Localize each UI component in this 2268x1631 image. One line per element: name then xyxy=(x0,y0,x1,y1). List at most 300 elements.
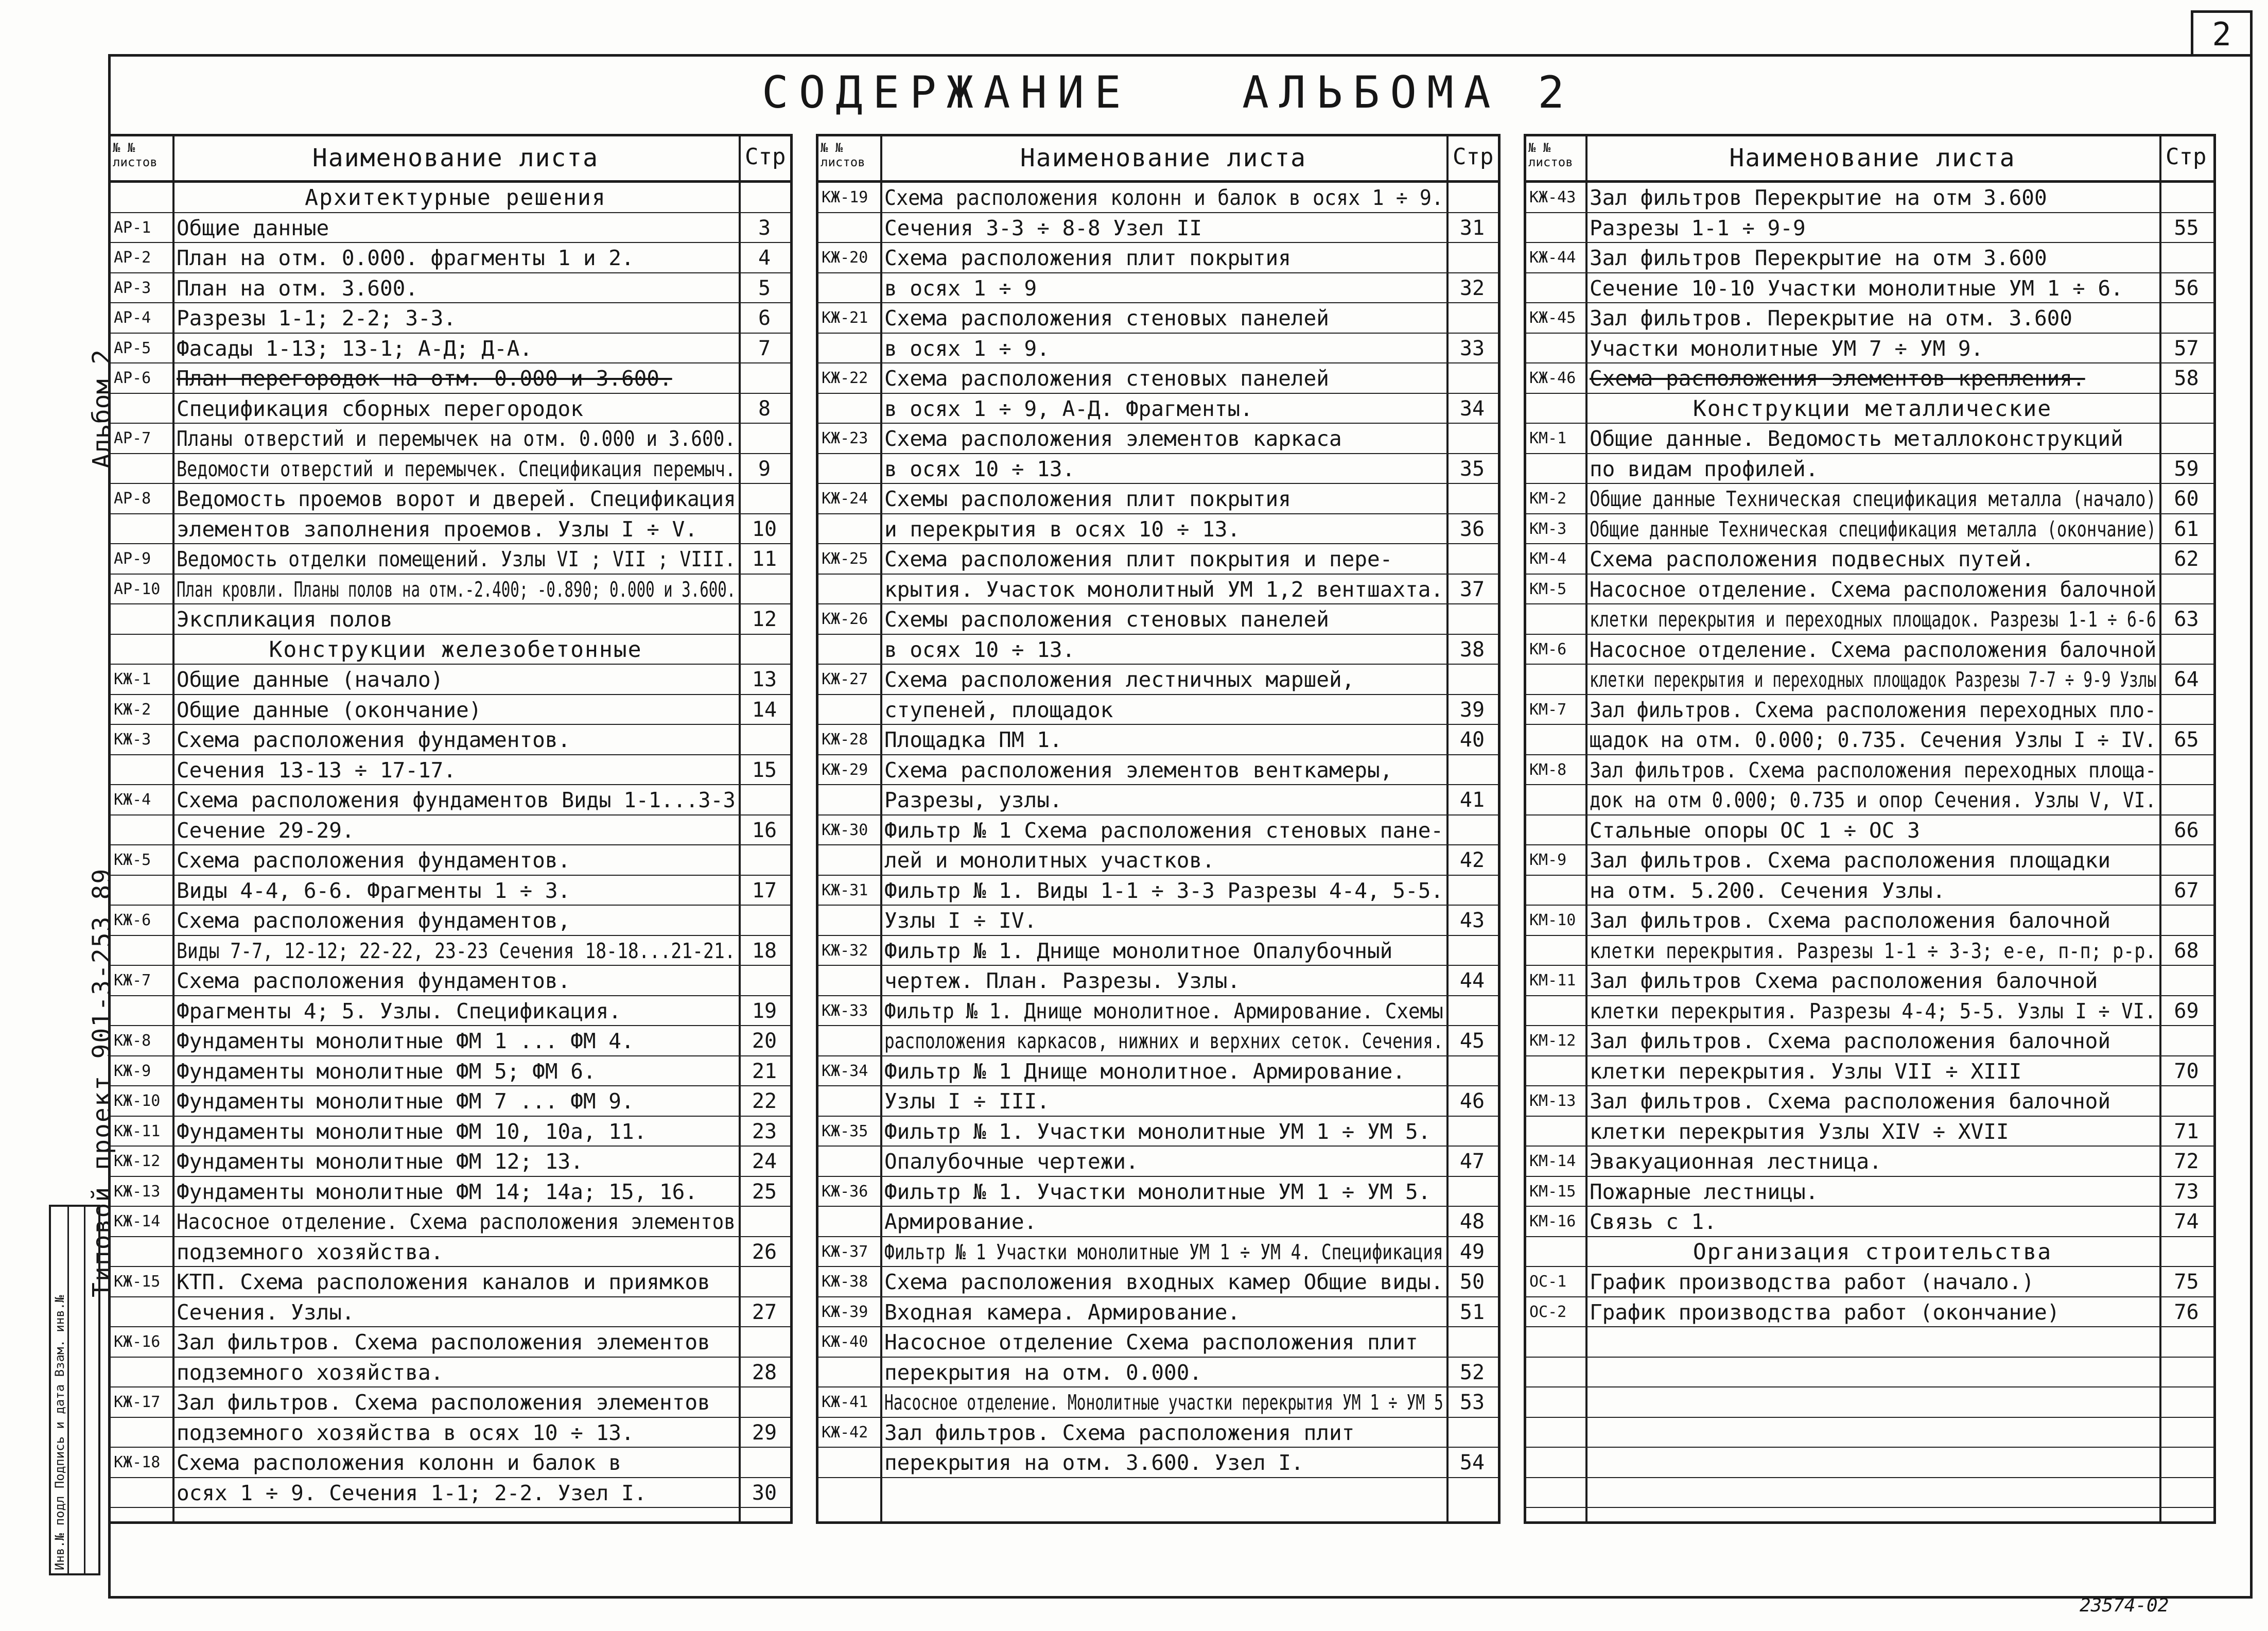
sheet-name: Зал фильтров. Схема расположения плит xyxy=(884,1420,1355,1445)
sheet-code: КЖ-41 xyxy=(822,1393,868,1411)
page-number: 65 xyxy=(2174,728,2199,752)
sheet-name: Схемы расположения плит покрытия xyxy=(884,487,1291,511)
sheet-name: Разрезы 1-1 ÷ 9-9 xyxy=(1590,215,1806,240)
sheet-name: Насосное отделение. Схема расположения элементов xyxy=(177,1209,736,1234)
sheet-name: Фильтр № 1. Участки монолитные УМ 1 ÷ УМ 5. xyxy=(884,1119,1431,1144)
page-number: 22 xyxy=(752,1089,777,1113)
sheet-name: Общие данные. Ведомость металлоконструкций xyxy=(1590,426,2123,451)
table-row xyxy=(111,1207,790,1237)
page-number: 73 xyxy=(2174,1179,2199,1204)
stamp-divider xyxy=(84,1207,85,1573)
section-heading-row xyxy=(1526,1237,2213,1268)
page-number: 75 xyxy=(2174,1270,2199,1294)
table-row xyxy=(1526,514,2213,545)
section-heading-row xyxy=(1526,394,2213,424)
section-heading: Организация строительства xyxy=(1693,1239,2052,1265)
page-number: 68 xyxy=(2174,939,2199,963)
table-row xyxy=(818,1448,1498,1478)
table-row xyxy=(1526,906,2213,936)
page-number: 15 xyxy=(752,758,777,782)
sheet-code: КЖ-10 xyxy=(114,1092,161,1110)
page-number xyxy=(2159,183,2213,212)
sheet-code: АР-10 xyxy=(114,580,161,598)
header-sheet-number: № № листов xyxy=(1528,141,1573,169)
page-number: 47 xyxy=(1459,1150,1485,1173)
table-row xyxy=(1526,575,2213,605)
sheet-name: Фундаменты монолитные ФМ 10, 10а, 11. xyxy=(177,1119,647,1144)
sheet-name: Узлы I ÷ IV. xyxy=(884,908,1037,933)
page-number xyxy=(2159,966,2213,995)
page-number: 30 xyxy=(752,1481,777,1505)
sheet-code: КЖ-15 xyxy=(114,1273,161,1291)
page-number: 67 xyxy=(2174,878,2199,903)
page-number: 12 xyxy=(752,608,777,631)
table-row xyxy=(818,1418,1498,1448)
page-number: 43 xyxy=(1459,909,1485,932)
table-row xyxy=(111,1026,790,1056)
page-number: 29 xyxy=(752,1420,777,1445)
table-row xyxy=(818,575,1498,605)
table-row xyxy=(1526,424,2213,454)
table-row xyxy=(818,635,1498,665)
sheet-code: КЖ-28 xyxy=(822,731,868,749)
header-page: Стр xyxy=(2166,144,2207,170)
page-number: 25 xyxy=(752,1179,777,1204)
page-number xyxy=(2159,1448,2213,1477)
sheet-name: Планы отверстий и перемычек на отм. 0.000 и 3.600. xyxy=(177,426,736,451)
page-number: 41 xyxy=(1459,788,1485,812)
page-number: 19 xyxy=(752,999,777,1023)
sheet-code: КЖ-36 xyxy=(822,1182,868,1201)
sheet-code: КМ-16 xyxy=(1529,1212,1576,1230)
table-row xyxy=(1526,243,2213,273)
page-number xyxy=(739,363,790,393)
sheet-name: Зал фильтров. Схема расположения балочной xyxy=(1590,1089,2111,1114)
table-row xyxy=(1526,183,2213,213)
album-label-vertical: Альбом 2 xyxy=(88,349,116,469)
page-number xyxy=(2159,755,2213,785)
sheet-name: Экспликация полов xyxy=(177,607,393,632)
table-row xyxy=(111,1297,790,1328)
table-row xyxy=(818,906,1498,936)
sheet-name: Схема расположения фундаментов. xyxy=(177,727,571,752)
table-row xyxy=(111,1267,790,1297)
table-row xyxy=(1526,544,2213,575)
table-row xyxy=(111,424,790,454)
sheet-code: КМ-11 xyxy=(1529,971,1576,990)
sheet-name: подземного хозяйства. xyxy=(177,1360,444,1385)
sheet-code: КЖ-20 xyxy=(822,249,868,267)
page-number: 36 xyxy=(1459,517,1485,541)
sheet-name: Сечения. Узлы. xyxy=(177,1299,355,1325)
page-number: 24 xyxy=(752,1150,777,1173)
page-number xyxy=(2159,1418,2213,1447)
sheet-code: КЖ-44 xyxy=(1529,249,1576,267)
table-row xyxy=(1526,725,2213,755)
sheet-name: Разрезы, узлы. xyxy=(884,788,1062,812)
header-sheet-name: Наименование листа xyxy=(312,144,599,172)
table-row xyxy=(818,1387,1498,1418)
table-row xyxy=(1526,755,2213,786)
table-row xyxy=(818,183,1498,213)
table-row xyxy=(111,996,790,1027)
sheet-name: в осях 1 ÷ 9. xyxy=(884,336,1050,361)
sheet-name: перекрытия на отм. 0.000. xyxy=(884,1360,1202,1385)
sheet-name: элементов заполнения проемов. Узлы I ÷ V. xyxy=(177,516,698,542)
contents-table-2 xyxy=(816,134,1501,1524)
sheet-name: Сечения 3-3 ÷ 8-8 Узел II xyxy=(884,215,1202,240)
section-heading: Конструкции железобетонные xyxy=(269,636,642,663)
page-number xyxy=(1446,1117,1498,1146)
sheet-code: КЖ-40 xyxy=(822,1333,868,1351)
table-row xyxy=(818,454,1498,484)
page-number: 53 xyxy=(1459,1391,1485,1414)
sheet-name: Зал фильтров Перекрытие на отм 3.600 xyxy=(1590,185,2047,210)
page-number: 26 xyxy=(752,1240,777,1264)
page-number: 31 xyxy=(1459,216,1485,240)
table-row xyxy=(818,273,1498,304)
page-number xyxy=(1446,936,1498,965)
sheet-name: КТП. Схема расположения каналов и приямков xyxy=(177,1270,710,1294)
table-row xyxy=(818,1177,1498,1207)
page-number xyxy=(2159,303,2213,333)
page-number xyxy=(1446,424,1498,453)
table-row xyxy=(818,876,1498,906)
sheet-name: в осях 1 ÷ 9, А-Д. Фрагменты. xyxy=(884,396,1253,421)
sheet-name: Стальные опоры ОС 1 ÷ ОС 3 xyxy=(1590,818,1920,843)
page-number xyxy=(1446,183,1498,212)
table-row xyxy=(818,1086,1498,1117)
table-row xyxy=(818,785,1498,816)
page-number: 49 xyxy=(1459,1240,1485,1264)
page-number: 23 xyxy=(752,1119,777,1143)
page-number xyxy=(1446,1177,1498,1206)
page-number xyxy=(2159,243,2213,272)
page-number: 21 xyxy=(752,1059,777,1083)
sheet-name: Схема расположения стеновых панелей xyxy=(884,366,1329,391)
sheet-name: Общие данные xyxy=(177,215,329,240)
table-row xyxy=(111,816,790,846)
table-row xyxy=(111,303,790,334)
table-row xyxy=(818,665,1498,695)
page-number xyxy=(2159,785,2213,814)
page-number xyxy=(739,785,790,814)
sheet-code: КЖ-42 xyxy=(822,1423,868,1442)
sheet-name: Пожарные лестницы. xyxy=(1590,1179,1819,1204)
sheet-code: КЖ-29 xyxy=(822,760,868,779)
sheet-name: ступеней, площадок xyxy=(884,697,1113,722)
sheet-code: КЖ-45 xyxy=(1529,309,1576,327)
page-number: 33 xyxy=(1459,336,1485,360)
page-number: 6 xyxy=(758,306,771,330)
page-number xyxy=(2159,1387,2213,1417)
table-row xyxy=(111,966,790,996)
table-row xyxy=(1526,213,2213,244)
sheet-name: Зал фильтров. Перекрытие на отм. 3.600 xyxy=(1590,306,2072,331)
sheet-name: Схема расположения элементов каркаса xyxy=(884,426,1342,451)
table-row xyxy=(111,604,790,635)
page-number: 76 xyxy=(2174,1300,2199,1324)
sheet-name: Зал фильтров. Схема расположения переходных площа- xyxy=(1590,757,2157,783)
page-number: 16 xyxy=(752,818,777,842)
table-row xyxy=(1526,936,2213,966)
sheet-name: Сечение 10-10 Участки монолитные УМ 1 ÷ 6. xyxy=(1590,275,2123,301)
sheet-code: АР-4 xyxy=(114,309,151,327)
section-heading-row xyxy=(111,183,790,213)
sheet-code: АР-3 xyxy=(114,279,151,297)
sheet-name: План перегородок на отм. 0.000 и 3.600. xyxy=(177,366,672,391)
table-row xyxy=(818,394,1498,424)
page-number: 14 xyxy=(752,698,777,722)
sheet-code: КМ-2 xyxy=(1529,490,1567,508)
page-number xyxy=(739,1207,790,1236)
sheet-name: в осях 1 ÷ 9 xyxy=(884,275,1037,301)
page-number: 9 xyxy=(758,457,771,481)
table-row xyxy=(818,1207,1498,1237)
document-number: 23574-02 xyxy=(2080,1595,2169,1616)
sheet-code: КМ-1 xyxy=(1529,429,1567,447)
table-row xyxy=(1526,1056,2213,1087)
page-number xyxy=(739,484,790,513)
page-number: 39 xyxy=(1459,698,1485,722)
sheet-code: КЖ-26 xyxy=(822,610,868,628)
sheet-code: КМ-4 xyxy=(1529,550,1567,568)
page-number: 32 xyxy=(1459,276,1485,300)
page-number: 54 xyxy=(1459,1451,1485,1474)
table-row xyxy=(1526,1086,2213,1117)
table-row xyxy=(111,755,790,786)
sheet-code: КЖ-30 xyxy=(822,821,868,839)
page-number: 60 xyxy=(2174,487,2199,511)
sheet-name: и перекрытия в осях 10 ÷ 13. xyxy=(884,516,1241,542)
page-number: 27 xyxy=(752,1300,777,1324)
table-row xyxy=(1526,1177,2213,1207)
sheet-name: Схема расположения фундаментов. xyxy=(177,968,571,993)
sheet-code: КМ-14 xyxy=(1529,1152,1576,1170)
table-row xyxy=(1526,845,2213,876)
sheet-code: АР-9 xyxy=(114,550,151,568)
table-row xyxy=(818,1267,1498,1297)
sheet-code: КЖ-16 xyxy=(114,1333,161,1351)
sheet-code: КЖ-13 xyxy=(114,1182,161,1201)
table-row xyxy=(818,966,1498,996)
sheet-name: Схема расположения колонн и балок в осях 1 ÷ 9. xyxy=(884,185,1444,210)
page-number xyxy=(1446,1418,1498,1447)
table-row xyxy=(1526,334,2213,364)
sheet-name: Зал фильтров. Схема расположения балочной xyxy=(1590,1029,2111,1053)
sheet-code: КМ-15 xyxy=(1529,1182,1576,1201)
sheet-name: Фильтр № 1. Участки монолитные УМ 1 ÷ УМ 5. xyxy=(884,1179,1431,1204)
sheet-code: КЖ-34 xyxy=(822,1062,868,1080)
sheet-name: Насосное отделение. Схема расположения балочной xyxy=(1590,577,2157,602)
page-number: 38 xyxy=(1459,637,1485,662)
table-row xyxy=(818,695,1498,725)
table-row xyxy=(818,424,1498,454)
sheet-name: Фильтр № 1. Днище монолитное. Армирование. Схемы xyxy=(884,998,1443,1023)
sheet-name: Общие данные Техническая спецификация металла (окончание) xyxy=(1590,516,2156,542)
sheet-code: КМ-5 xyxy=(1529,580,1567,598)
sheet-name: Зал фильтров. Схема расположения элементов xyxy=(177,1390,710,1415)
page-number: 58 xyxy=(2174,367,2199,390)
table-row xyxy=(111,394,790,424)
table-row xyxy=(111,243,790,273)
sheet-code: КЖ-27 xyxy=(822,670,868,688)
sheet-name: расположения каркасов, нижних и верхних сеток. Сечения. xyxy=(884,1029,1443,1053)
sheet-code: КЖ-25 xyxy=(822,550,868,568)
page-number: 48 xyxy=(1459,1210,1485,1234)
table-row xyxy=(1526,1358,2213,1388)
page-number: 8 xyxy=(758,396,771,421)
sheet-name: Зал фильтров. Схема расположения балочной xyxy=(1590,908,2111,933)
sheet-name: Схема расположения фундаментов, xyxy=(177,908,571,933)
table-row xyxy=(818,936,1498,966)
page-number: 46 xyxy=(1459,1089,1485,1113)
sheet-name: Армирование. xyxy=(884,1209,1037,1234)
sheet-name: в осях 10 ÷ 13. xyxy=(884,637,1075,662)
sheet-code: КЖ-21 xyxy=(822,309,868,327)
sheet-name: Входная камера. Армирование. xyxy=(884,1299,1241,1325)
table-row xyxy=(818,604,1498,635)
table-header xyxy=(818,136,1498,183)
sheet-name: на отм. 5.200. Сечения Узлы. xyxy=(1590,878,1946,903)
sheet-name: Схема расположения фундаментов. xyxy=(177,848,571,873)
sheet-name: График производства работ (начало.) xyxy=(1590,1270,2034,1294)
page-number: 45 xyxy=(1459,1029,1485,1053)
page-number: 44 xyxy=(1459,969,1485,993)
sheet-name: по видам профилей. xyxy=(1590,456,1819,481)
table-row xyxy=(111,1478,790,1508)
sheet-code: АР-2 xyxy=(114,249,151,267)
sheet-name: Опалубочные чертежи. xyxy=(884,1149,1139,1174)
sheet-name: Фундаменты монолитные ФМ 14; 14а; 15, 16. xyxy=(177,1179,698,1204)
sheet-code: КЖ-5 xyxy=(114,851,151,869)
page-number xyxy=(2159,635,2213,664)
table-header xyxy=(111,136,790,183)
header-sheet-number: № № листов xyxy=(821,141,865,169)
table-row xyxy=(111,695,790,725)
sheet-name: Связь с 1. xyxy=(1590,1209,1717,1234)
sheet-name: Фильтр № 1 Участки монолитные УМ 1 ÷ УМ 4. Спецификация xyxy=(884,1239,1443,1264)
sheet-name: Фильтр № 1 Днище монолитное. Армирование. xyxy=(884,1059,1406,1084)
page-number: 28 xyxy=(752,1360,777,1384)
sheet-name: Виды 7-7, 12-12; 22-22, 23-23 Сечения 18-18...21-21. xyxy=(177,938,736,963)
sheet-name: Насосное отделение. Монолитные участки перекрытия УМ 1 ÷ УМ 5 xyxy=(884,1390,1443,1415)
sheet-number: 2 xyxy=(2191,10,2253,57)
table-row xyxy=(111,1147,790,1177)
header-sheet-name: Наименование листа xyxy=(1020,144,1307,172)
page-number: 52 xyxy=(1459,1360,1485,1384)
page-number: 13 xyxy=(752,668,777,691)
page-number: 37 xyxy=(1459,577,1485,601)
sheet-name: Общие данные Техническая спецификация металла (начало) xyxy=(1590,487,2156,511)
sheet-name: Общие данные (начало) xyxy=(177,667,444,692)
sheet-name: Зал фильтров. Схема расположения переходных пло- xyxy=(1590,697,2156,722)
page-number: 70 xyxy=(2174,1059,2199,1083)
table-row xyxy=(818,1117,1498,1147)
sheet-name: Фундаменты монолитные ФМ 12; 13. xyxy=(177,1149,583,1174)
project-title-vertical: Типовой проект 901-3-253 89 xyxy=(88,867,116,1297)
table-row xyxy=(111,1117,790,1147)
sheet-code: КЖ-1 xyxy=(114,670,151,688)
sheet-name: Ведомость проемов ворот и дверей. Спецификация xyxy=(177,487,736,511)
page-number xyxy=(2159,906,2213,935)
table-row xyxy=(111,665,790,695)
sheet-code: КЖ-6 xyxy=(114,911,151,929)
sheet-name: подземного хозяйства в осях 10 ÷ 13. xyxy=(177,1420,634,1445)
contents-table-3 xyxy=(1524,134,2216,1524)
table-row xyxy=(1526,484,2213,514)
section-heading-row xyxy=(111,635,790,665)
page-number: 50 xyxy=(1459,1270,1485,1294)
sheet-name: Фильтр № 1. Виды 1-1 ÷ 3-3 Разрезы 4-4, 5-5. xyxy=(884,878,1444,903)
table-row xyxy=(111,725,790,755)
table-row xyxy=(1526,665,2213,695)
sheet-code: КЖ-4 xyxy=(114,791,151,809)
page-number xyxy=(1446,544,1498,574)
table-row xyxy=(818,334,1498,364)
table-row xyxy=(111,454,790,484)
sheet-name: План на отм. 3.600. xyxy=(177,275,418,301)
sheet-name: клетки перекрытия Узлы XIV ÷ XVII xyxy=(1590,1119,2009,1144)
sheet-name: Сечения 13-13 ÷ 17-17. xyxy=(177,757,457,783)
page-number: 55 xyxy=(2174,216,2199,240)
table-row xyxy=(1526,816,2213,846)
sheet-code: КЖ-18 xyxy=(114,1453,161,1471)
sheet-name: Общие данные (окончание) xyxy=(177,697,482,722)
header-sheet-name: Наименование листа xyxy=(1729,144,2016,172)
table-row xyxy=(1526,1418,2213,1448)
sheet-name: Схема расположения фундаментов Виды 1-1...3-3 xyxy=(177,788,736,812)
page-number: 74 xyxy=(2174,1210,2199,1234)
page-number xyxy=(2159,695,2213,724)
stamp-label: Инв.№ подл Подпись и дата Взам. инв.№ xyxy=(53,1295,67,1570)
page-number xyxy=(1446,996,1498,1026)
sheet-code: КЖ-11 xyxy=(114,1122,161,1140)
table-row xyxy=(111,1237,790,1268)
sheet-name: Сечение 29-29. xyxy=(177,818,355,843)
table-row xyxy=(1526,1026,2213,1056)
page-number xyxy=(739,845,790,875)
page-number: 66 xyxy=(2174,818,2199,842)
page-number: 64 xyxy=(2174,668,2199,691)
table-row xyxy=(818,243,1498,273)
table-row xyxy=(1526,1448,2213,1478)
sheet-code: КЖ-14 xyxy=(114,1212,161,1230)
page-number: 69 xyxy=(2174,999,2199,1023)
sheet-name: Насосное отделение. Схема расположения балочной xyxy=(1590,637,2157,662)
table-row xyxy=(818,514,1498,545)
table-row xyxy=(1526,303,2213,334)
table-row xyxy=(111,1418,790,1448)
table-row xyxy=(818,1297,1498,1328)
table-header xyxy=(1526,136,2213,183)
page-number xyxy=(1446,484,1498,513)
sheet-name: Разрезы 1-1; 2-2; 3-3. xyxy=(177,306,457,331)
sheet-code: АР-6 xyxy=(114,369,151,387)
table-row xyxy=(111,334,790,364)
sheet-name: крытия. Участок монолитный УМ 1,2 вентшахта. xyxy=(884,577,1444,602)
sheet-name: Спецификация сборных перегородок xyxy=(177,396,583,421)
table-row xyxy=(111,1327,790,1358)
page-number xyxy=(2159,1358,2213,1387)
page-number xyxy=(739,1448,790,1477)
sheet-code: КЖ-33 xyxy=(822,1001,868,1020)
page-number: 3 xyxy=(758,216,771,240)
table-row xyxy=(818,1056,1498,1087)
table-row xyxy=(111,363,790,394)
page-number: 17 xyxy=(752,878,777,903)
sheet-name: перекрытия на отм. 3.600. Узел I. xyxy=(884,1450,1304,1475)
